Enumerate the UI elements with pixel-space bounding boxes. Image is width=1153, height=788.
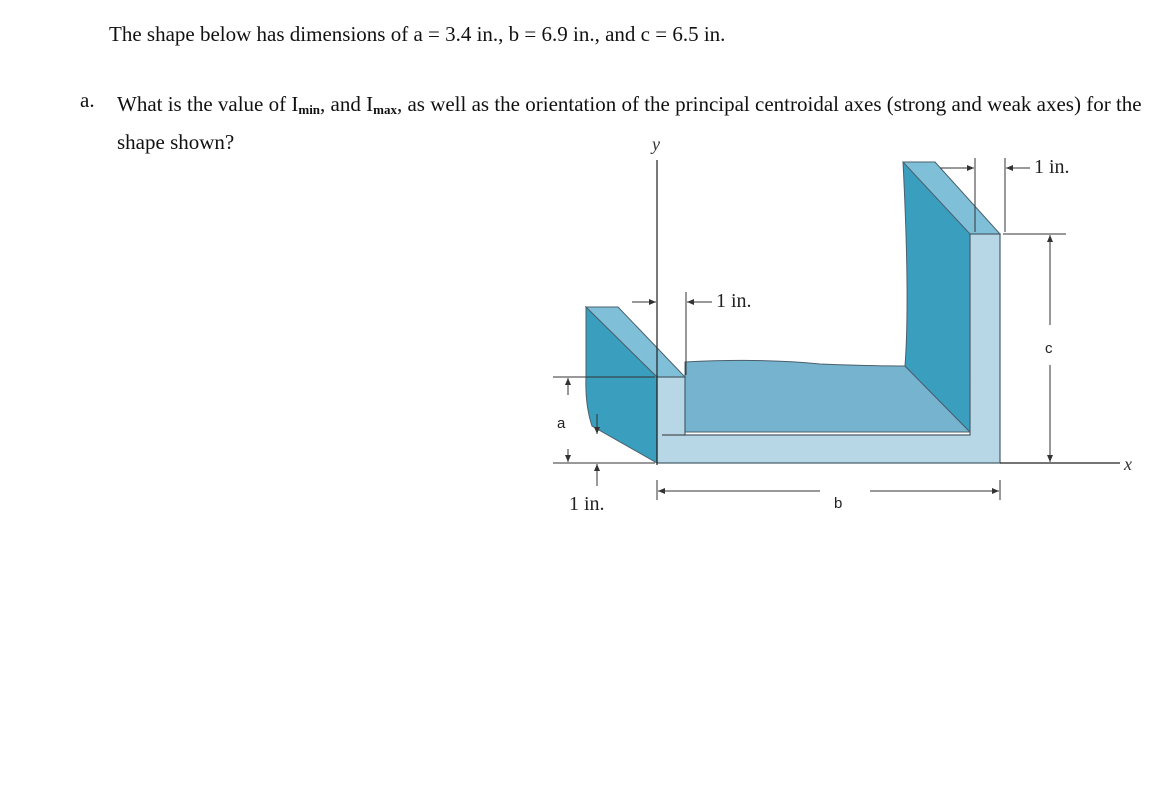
subscript-min: min [298,102,321,117]
problem-statement: The shape below has dimensions of a = 3.4 in., b = 6.9 in., and c = 6.5 in. [109,22,726,46]
dim-a-label: a [557,415,566,432]
question-text-part-1: What is the value of I [117,92,299,116]
dim-b-label: b [834,495,843,512]
dim-middle-label: 1 in. [716,290,752,312]
dim-c-label: c [1045,340,1053,357]
y-axis-label: y [652,134,660,154]
dim-top-right-label: 1 in. [1034,156,1070,178]
question-text-part-2: , and I [320,92,374,116]
x-axis-label: x [1124,454,1132,474]
dim-bottom-left-label: 1 in. [569,493,605,515]
subscript-max: max [373,102,397,117]
question-text-part-3: , as well as the orientation of the principal centroidal axes (strong and weak axes) for the shape shown? [117,92,1142,154]
question-marker: a. [80,88,95,112]
